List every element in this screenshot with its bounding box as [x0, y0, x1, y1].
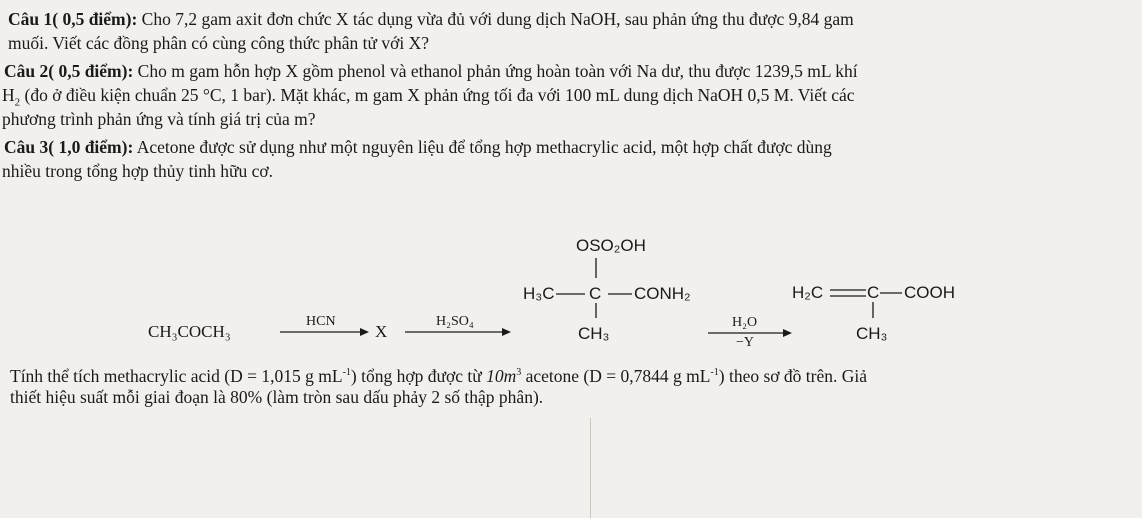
reagent-h2so4: H₂SO₄ [436, 314, 474, 329]
density-methacrylic-end: ) [350, 365, 357, 386]
q3-label: Câu 3( 1,0 điểm): [4, 137, 134, 157]
q3-line-4 [10, 386, 543, 408]
q3-text-a: Acetone được sử dụng như một nguyên liệu để tổng hợp methacrylic acid, một hợp chất được dùng [133, 137, 832, 157]
arrow-3-head [783, 329, 792, 337]
q1-label: Câu 1( 0,5 điểm): [8, 9, 138, 29]
byproduct-y: −Y [736, 335, 755, 350]
q3-text-d: thiết hiệu suất mỗi giai đoạn là 80% (làm tròn sau dấu phảy 2 số thập phân). [10, 387, 544, 407]
q3-text-c3: acetone [521, 365, 584, 386]
density-methacrylic: (D = 1,015 g mL [224, 365, 343, 386]
q2-text-a: Cho m gam hỗn hợp X gồm phenol và ethanol phản ứng hoàn toàn với Na dư, thu được 1239,5 mL khí [133, 61, 858, 81]
int2-conh2: CONH₂ [634, 284, 691, 303]
reagent-hcn: HCN [306, 314, 336, 329]
int2-ch3: CH₃ [578, 324, 610, 343]
acetone-volume-exp: 3 [516, 367, 522, 378]
h2-subscript: 2 [14, 96, 21, 109]
q3-line-3 [10, 362, 867, 387]
int2-oso2oh: OSO₂OH [576, 236, 646, 255]
q1-text-a: Cho 7,2 gam axit đơn chức X tác dụng vừa đủ với dung dịch NaOH, sau phản ứng thu được 9,84 gam [137, 9, 854, 29]
density-acetone-end: ) [718, 365, 725, 386]
prod-carbon: C [867, 283, 880, 302]
page-fold-line [590, 418, 591, 518]
q2-text-c: phương trình phản ứng và tính giá trị của m? [2, 109, 316, 129]
density-methacrylic-exp: -1 [342, 367, 351, 378]
prod-cooh: COOH [904, 283, 955, 302]
q3-text-c4: theo sơ đồ trên. Giả [724, 365, 868, 386]
acetone-volume: 10m [486, 365, 517, 386]
prod-h2c: H₂C [792, 283, 824, 302]
density-acetone: (D = 0,7844 g mL [583, 365, 711, 386]
arrow-2-head [502, 328, 511, 336]
q3-text-c2: tổng hợp được từ [356, 365, 487, 386]
arrow-1-head [360, 328, 369, 336]
int2-h3c: H₃C [523, 284, 555, 303]
h2-symbol: H [2, 85, 15, 105]
reagent-h2o: H₂O [732, 315, 758, 330]
q2-text-b: (đo ở điều kiện chuẩn 25 °C, 1 bar). Mặt khác, m gam X phản ứng tối đa với 100 mL dung dịch NaOH 0,5 M. Viết các [20, 85, 855, 105]
int2-carbon: C [589, 284, 602, 303]
intermediate-x: X [375, 322, 388, 341]
q3-text-c1: Tính thể tích methacrylic acid [10, 365, 225, 386]
prod-ch3: CH₃ [856, 324, 888, 343]
q3-text-b: nhiều trong tổng hợp thủy tinh hữu cơ. [2, 161, 274, 181]
reactant-acetone: CH₃COCH₃ [148, 322, 231, 341]
q1-text-b: muối. Viết các đồng phân có cùng công thức phân tử với X? [8, 33, 429, 53]
density-acetone-exp: -1 [710, 367, 719, 378]
q2-label: Câu 2( 0,5 điểm): [4, 61, 134, 81]
